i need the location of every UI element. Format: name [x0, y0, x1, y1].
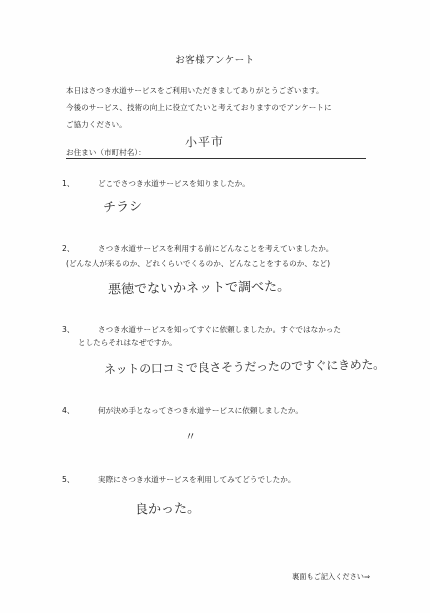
intro-line-1: 本日はさつき水道サービスをご利用いただきましてありがとうございます。 [66, 86, 324, 95]
question-4-number: 4、 [62, 406, 75, 415]
survey-title: お客様アンケート [175, 55, 255, 66]
question-1-number: 1、 [62, 179, 75, 188]
question-2-answer: 悪徳でないかネットで調べた。 [107, 279, 291, 298]
address-label: お住まい（市町村名）： [66, 148, 146, 157]
question-3-text: さつき水道サービスを知ってすぐに依頼しましたか。すぐではなかった [98, 325, 341, 334]
intro-line-3: ご協力ください。 [66, 120, 127, 129]
address-underline [66, 158, 366, 159]
question-3-answer: ネットの口コミで良さそうだったのですぐにきめた。 [103, 357, 385, 377]
page-footer-note: 裏面もご記入ください⇒ [292, 572, 370, 581]
question-2-number: 2、 [62, 244, 75, 253]
question-5-text: 実際にさつき水道サービスを利用してみてどうでしたか。 [98, 475, 296, 484]
address-value: 小平市 [184, 134, 225, 150]
question-1-answer: チラシ [102, 199, 143, 216]
question-5-number: 5、 [62, 475, 75, 484]
question-4-answer: 〃 [185, 430, 196, 443]
question-3-number: 3、 [62, 325, 75, 334]
question-1-text: どこでさつき水道サービスを知りましたか。 [98, 179, 250, 188]
intro-line-2: 今後のサービス、技術の向上に役立てたいと考えておりますのでアンケートに [66, 103, 332, 112]
question-4-text: 何が決め手となってさつき水道サービスに依頼しましたか。 [98, 406, 304, 415]
question-5-answer: 良かった。 [134, 501, 201, 518]
question-3-subtext: としたらそれはなぜですか。 [78, 338, 177, 347]
question-2-subtext: (どんな人が来るのか、どれくらいでくるのか、どんなことをするのか、など) [66, 259, 331, 268]
question-2-text: さつき水道サービスを利用する前にどんなことを考えていましたか。 [98, 244, 334, 253]
